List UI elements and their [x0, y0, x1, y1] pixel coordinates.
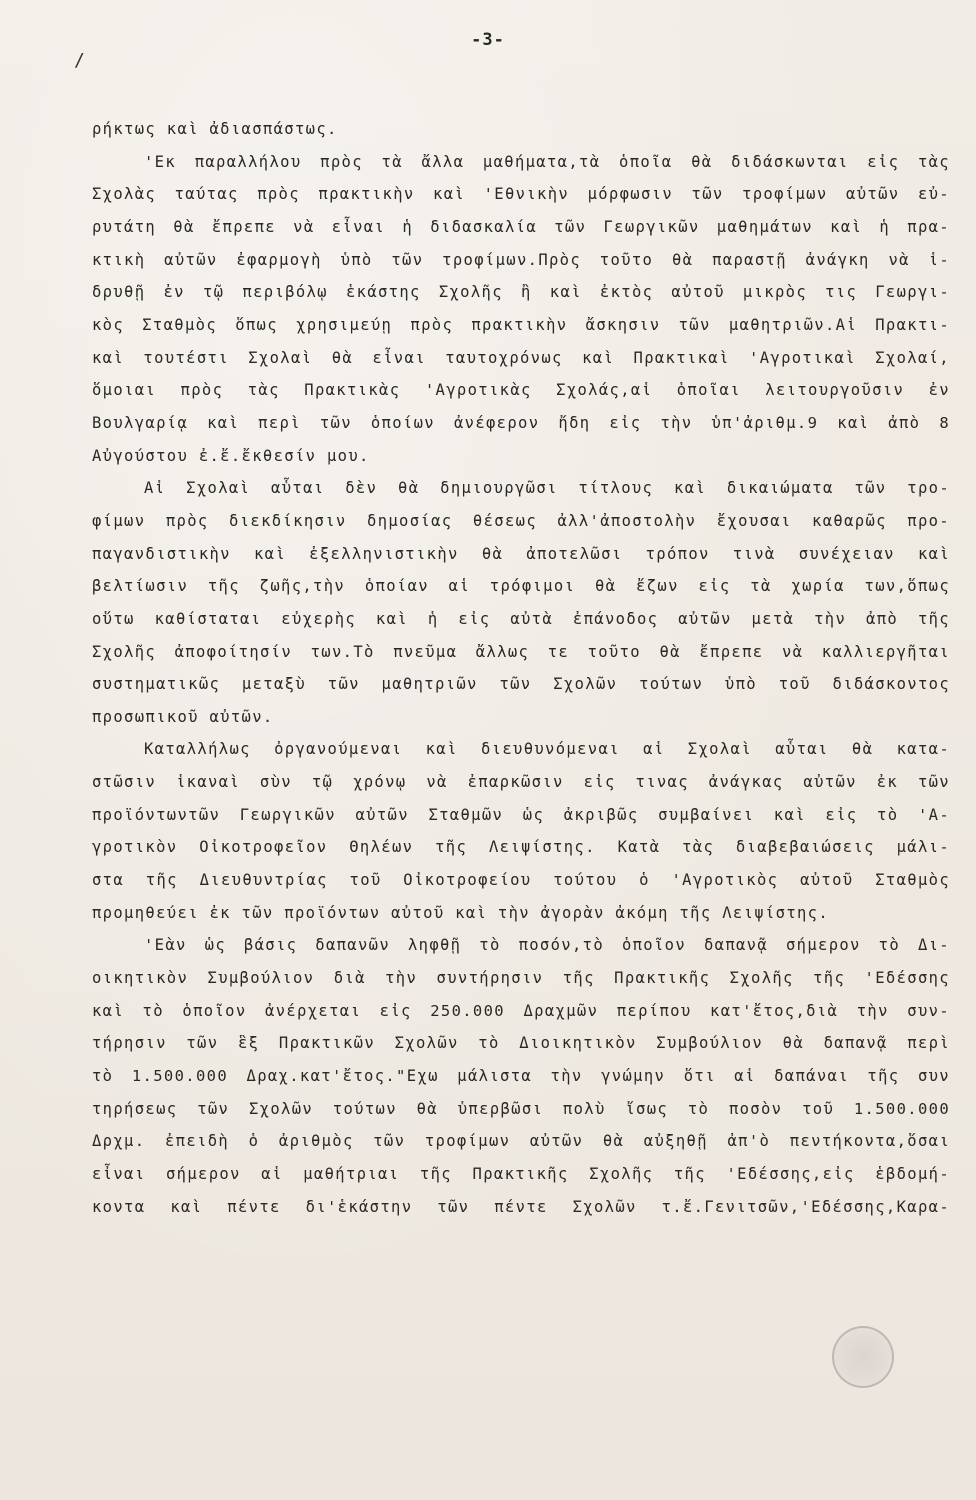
text-line: προμηθεύει ἐκ τῶν προϊόντων αὐτοῦ καὶ τὴν ἀγορὰν ἀκόμη τῆς Λειψίστης. — [92, 903, 830, 922]
text-line: παγανδιστικὴν καὶ ἐξελληνιστικὴν θὰ ἀποτελῶσι τρόπον τινὰ συνέχειαν καὶ — [92, 544, 950, 563]
text-line: Δρχμ. ἐπειδὴ ὁ ἀριθμὸς τῶν τροφίμων αὐτῶν θὰ αὐξηθῇ ἀπ'ὸ πεντήκοντα,ὅσαι — [92, 1132, 950, 1151]
margin-mark: / — [74, 50, 85, 71]
archive-stamp — [832, 1326, 894, 1388]
text-line: στα τῆς Διευθυντρίας τοῦ Οἰκοτροφείου τούτου ὁ 'Αγροτικὸς αὐτοῦ Σταθμὸς — [92, 871, 950, 890]
text-line: κὸς Σταθμὸς ὅπως χρησιμεύῃ πρὸς πρακτικὴν ἄσκησιν τῶν μαθητριῶν.Αἱ Πρακτι- — [92, 315, 950, 334]
text-line: Αἱ Σχολαὶ αὗται δὲν θὰ δημιουργῶσι τίτλους καὶ δικαιώματα τῶν τρο- — [144, 479, 950, 498]
text-line: δρυθῇ ἐν τῷ περιβόλῳ ἑκάστης Σχολῆς ἢ καὶ ἐκτὸς αὐτοῦ μικρὸς τις Γεωργι- — [92, 283, 950, 302]
text-line: Βουλγαρίᾳ καὶ περὶ τῶν ὁποίων ἀνέφερον ἤδη εἰς τὴν ὑπ'ἀριθμ.9 καὶ ἀπὸ 8 — [92, 413, 950, 432]
text-line: προσωπικοῦ αὐτῶν. — [92, 707, 274, 726]
text-line: ὅμοιαι πρὸς τὰς Πρακτικὰς 'Αγροτικὰς Σχολάς,αἱ ὁποῖαι λειτουργοῦσιν ἐν — [92, 381, 950, 400]
text-line: Σχολῆς ἀποφοίτησίν των.Τὸ πνεῦμα ἄλλως τε τοῦτο θὰ ἔπρεπε νὰ καλλιεργῆται — [92, 642, 950, 661]
text-line: στῶσιν ἱκαναὶ σὺν τῷ χρόνῳ νὰ ἐπαρκῶσιν εἰς τινας ἀνάγκας αὐτῶν ἐκ τῶν — [92, 773, 950, 792]
text-line: Καταλλήλως ὀργανούμεναι καὶ διευθυνόμεναι αἱ Σχολαὶ αὗται θὰ κατα- — [144, 740, 950, 759]
text-line: Σχολὰς ταύτας πρὸς πρακτικὴν καὶ 'Εθνικὴν μόρφωσιν τῶν τροφίμων αὐτῶν εὐ- — [92, 185, 950, 204]
text-line: καὶ τουτέστι Σχολαὶ θὰ εἶναι ταυτοχρόνως καὶ Πρακτικαὶ 'Αγροτικαὶ Σχολαί, — [92, 348, 950, 367]
text-line: Αὐγούστου ἐ.ἔ.ἔκθεσίν μου. — [92, 446, 370, 465]
text-line: κοντα καὶ πέντε δι'ἑκάστην τῶν πέντε Σχολῶν τ.ἔ.Γενιτσῶν,'Εδέσσης,Καρα- — [92, 1197, 950, 1216]
text-line: τηρήσεως τῶν Σχολῶν τούτων θὰ ὑπερβῶσι πολὺ ἴσως τὸ ποσὸν τοῦ 1.500.000 — [92, 1099, 950, 1118]
text-line: τὸ 1.500.000 Δραχ.κατ'ἔτος."Εχω μάλιστα τὴν γνώμην ὅτι αἱ δαπάναι τῆς συν — [92, 1067, 950, 1086]
text-line: φίμων πρὸς διεκδίκησιν δημοσίας θέσεως ἀλλ'ἀποστολὴν ἔχουσαι καθαρῶς προ- — [92, 511, 950, 530]
text-line: 'Εὰν ὡς βάσις δαπανῶν ληφθῇ τὸ ποσόν,τὸ ὁποῖον δαπανᾷ σήμερον τὸ Δι- — [144, 936, 950, 955]
text-line: συστηματικῶς μεταξὺ τῶν μαθητριῶν τῶν Σχολῶν τούτων ὑπὸ τοῦ διδάσκοντος — [92, 675, 950, 694]
text-line: οικητικὸν Συμβούλιον διὰ τὴν συντήρησιν τῆς Πρακτικῆς Σχολῆς τῆς 'Εδέσσης — [92, 969, 950, 988]
text-line: βελτίωσιν τῆς ζωῆς,τὴν ὁποίαν αἱ τρόφιμοι θὰ ἔζων εἰς τὰ χωρία των,ὅπως — [92, 577, 950, 596]
text-line: προϊόντωντῶν Γεωργικῶν αὐτῶν Σταθμῶν ὡς ἀκριβῶς συμβαίνει καὶ εἰς τὸ 'Α- — [92, 805, 950, 824]
page-number: -3- — [471, 30, 505, 50]
text-line: γροτικὸν Οἰκοτροφεῖον Θηλέων τῆς Λειψίστης. Κατὰ τὰς διαβεβαιώσεις μάλι- — [92, 838, 950, 857]
text-body — [92, 113, 950, 1223]
text-line: ρήκτως καὶ ἀδιασπάστως. — [92, 120, 338, 138]
text-line: καὶ τὸ ὁποῖον ἀνέρχεται εἰς 250.000 Δραχμῶν περίπου κατ'ἔτος,διὰ τὴν συν- — [92, 1001, 950, 1020]
text-line: οὕτω καθίσταται εὐχερὴς καὶ ἡ εἰς αὐτὰ ἐπάνοδος αὐτῶν μετὰ τὴν ἀπὸ τῆς — [92, 609, 950, 628]
text-line: 'Εκ παραλλήλου πρὸς τὰ ἄλλα μαθήματα,τὰ ὁποῖα θὰ διδάσκωνται εἰς τὰς — [144, 152, 950, 171]
text-line: ρυτάτη θὰ ἔπρεπε νὰ εἶναι ἡ διδασκαλία τῶν Γεωργικῶν μαθημάτων καὶ ἡ πρα- — [92, 217, 950, 236]
text-line: κτικὴ αὐτῶν ἐφαρμογὴ ὑπὸ τῶν τροφίμων.Πρὸς τοῦτο θὰ παραστῇ ἀνάγκη νὰ ἱ- — [92, 250, 950, 269]
text-line: εἶναι σήμερον αἱ μαθήτριαι τῆς Πρακτικῆς Σχολῆς τῆς 'Εδέσσης,εἰς ἑβδομή- — [92, 1165, 950, 1183]
text-line: τήρησιν τῶν ἓξ Πρακτικῶν Σχολῶν τὸ Διοικητικὸν Συμβούλιον θὰ δαπανᾷ περὶ — [92, 1034, 950, 1053]
